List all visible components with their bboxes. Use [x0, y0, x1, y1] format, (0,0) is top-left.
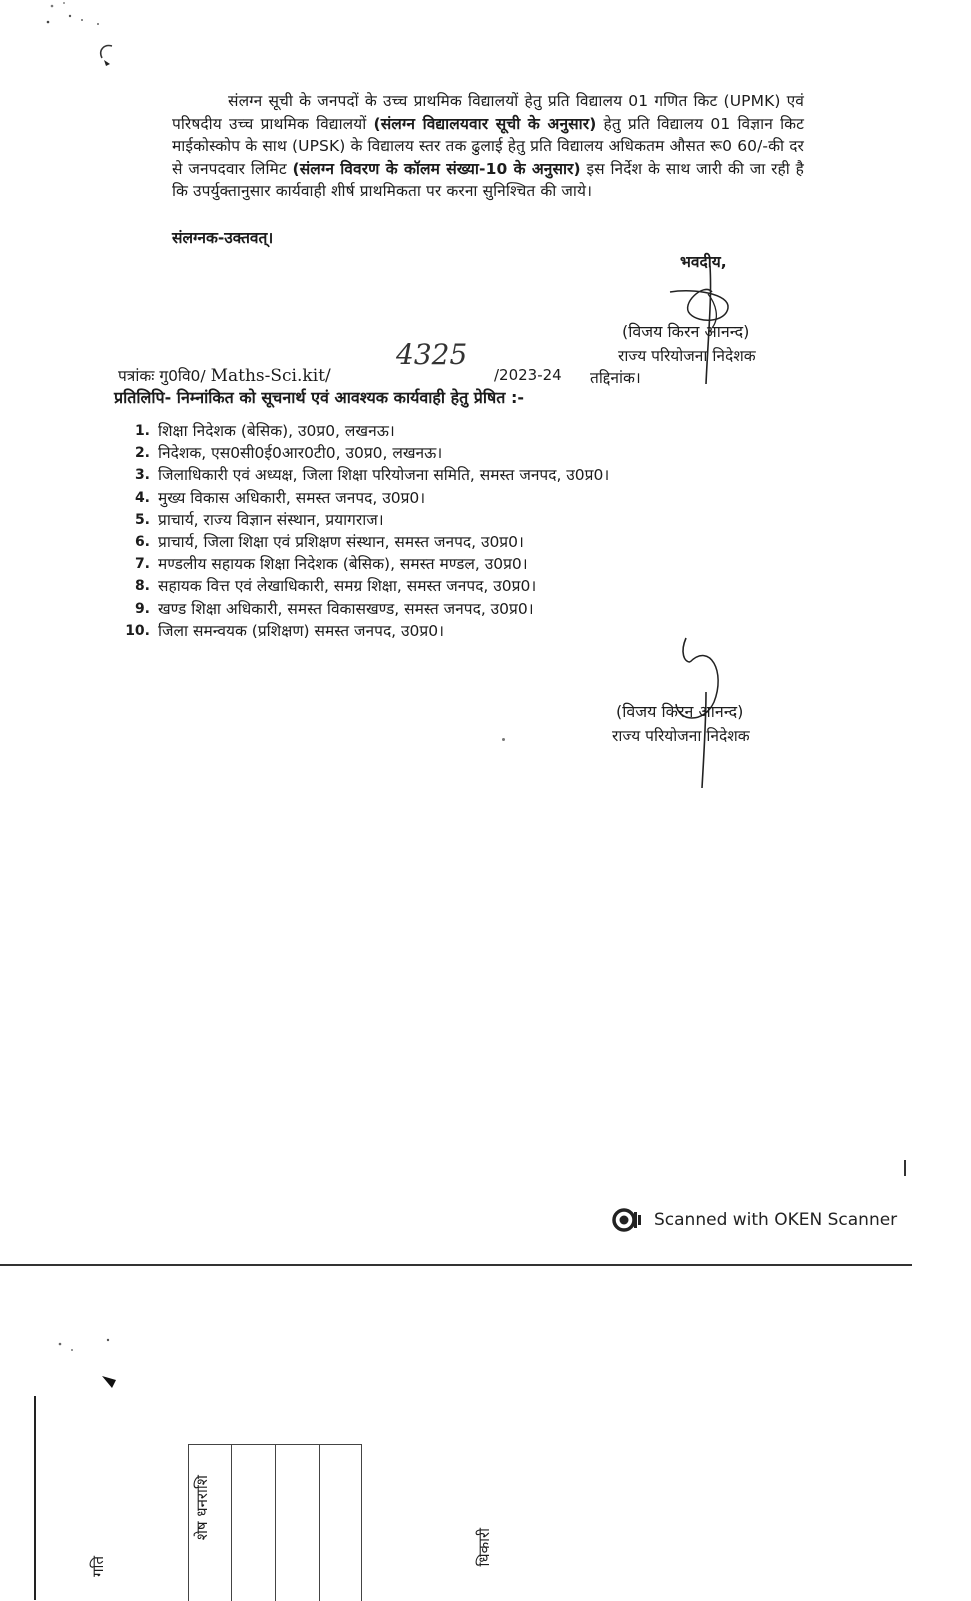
- second-signatory-name: (विजय किरन आनन्द): [616, 702, 744, 721]
- scan-artifact-icon: [40, 0, 130, 80]
- list-item: 5. प्राचार्य, राज्य विज्ञान संस्थान, प्रयागराज।: [134, 510, 384, 529]
- paragraph-part-1: संलग्न सूची के जनपदों के उच्च प्राथमिक विद्यालयों हेतु प्रति विद्यालय 01 गणित किट (UPMK) एवं परिषदीय उच्च प्राथमिक विद्यालयों: [172, 92, 804, 133]
- second-signatory-designation: राज्य परियोजना निदेशक: [612, 727, 750, 745]
- speck: [502, 738, 505, 741]
- signatory-name: (विजय किरन आनन्द): [622, 322, 750, 341]
- paragraph-bold-2: (संलग्न विवरण के कॉलम संख्या-10 के अनुसार): [292, 159, 581, 178]
- paragraph-part-3: इस निर्देश के साथ जारी की जा रही है कि उपर्युक्तानुसार कार्यवाही शीर्ष प्राथमिकता पर करना सुनिश्चित की जाये।: [172, 159, 804, 201]
- scanner-watermark: [612, 1208, 897, 1232]
- list-item: 2. निदेशक, एस0सी0ई0आर0टी0, उ0प्र0, लखनऊ।: [134, 444, 443, 463]
- scan-artifact-icon: [52, 1336, 132, 1396]
- page2-table: [188, 1444, 362, 1601]
- page2-margin-line: [34, 1396, 36, 1600]
- list-item: 9. खण्ड शिक्षा अधिकारी, समस्त विकासखण्ड, समस्त जनपद, उ0प्र0।: [134, 599, 534, 618]
- handwritten-number: 4325: [396, 338, 468, 371]
- list-item: 4. मुख्य विकास अधिकारी, समस्त जनपद, उ0प्र0।: [134, 488, 426, 507]
- list-item: 6. प्राचार्य, जिला शिक्षा एवं प्रशिक्षण संस्थान, समस्त जनपद, उ0प्र0।: [134, 533, 524, 552]
- signatory-designation: राज्य परियोजना निदेशक: [618, 347, 756, 365]
- page2-left-label: गति: [89, 1556, 107, 1577]
- reference-prefix: पत्रांकः गु0वि0/: [118, 367, 206, 385]
- paragraph-bold-1: (संलग्न विद्यालयवार सूची के अनुसार): [373, 114, 597, 133]
- reference-date: तद्दिनांक।: [590, 369, 641, 387]
- oken-scanner-logo-icon: [612, 1208, 644, 1232]
- list-item: 10. जिला समन्वयक (प्रशिक्षण) समस्त जनपद, उ0प्र0।: [125, 621, 444, 640]
- reference-number: [118, 364, 331, 386]
- list-item: 8. सहायक वित्त एवं लेखाधिकारी, समग्र शिक्षा, समस्त जनपद, उ0प्र0।: [134, 577, 537, 596]
- table-header-balance: शेष धनराशि: [193, 1475, 211, 1541]
- scanner-label: Scanned with OKEN Scanner: [654, 1210, 898, 1230]
- reference-kit: Maths-Sci.kit/: [210, 366, 331, 386]
- table-column-line: [319, 1445, 320, 1601]
- list-item: 1. शिक्षा निदेशक (बेसिक), उ0प्र0, लखनऊ।: [134, 422, 395, 440]
- table-column-line: [275, 1445, 276, 1601]
- list-item: 7. मण्डलीय सहायक शिक्षा निदेशक (बेसिक), समस्त मण्डल, उ0प्र0।: [134, 555, 528, 574]
- edge-mark: [904, 1160, 906, 1176]
- page-divider: [0, 1264, 912, 1266]
- page2-right-label: धिकारी: [475, 1528, 493, 1567]
- letter-body-paragraph: [172, 90, 804, 203]
- reference-year: /2023-24: [494, 366, 562, 384]
- paragraph-part-2: हेतु प्रति विद्यालय 01 विज्ञान किट माईकोस्कोप के साथ (UPSK) के विद्यालय स्तर तक ढुलाई हेतु प्रति विद्यालय अधिकतम औसत रू0 60/-की दर से जनपदवार लिमिट: [172, 114, 805, 178]
- closing-salutation: भवदीय,: [680, 253, 727, 271]
- copy-to-heading: प्रतिलिपि- निम्नांकित को सूचनार्थ एवं आवश्यक कार्यवाही हेतु प्रेषित :-: [114, 388, 525, 407]
- table-column-line: [231, 1445, 232, 1601]
- attachment-note: संलग्नक-उक्तवत्।: [172, 229, 274, 247]
- recipient-list: [122, 420, 609, 642]
- list-item: 3. जिलाधिकारी एवं अध्यक्ष, जिला शिक्षा परियोजना समिति, समस्त जनपद, उ0प्र0।: [134, 466, 610, 485]
